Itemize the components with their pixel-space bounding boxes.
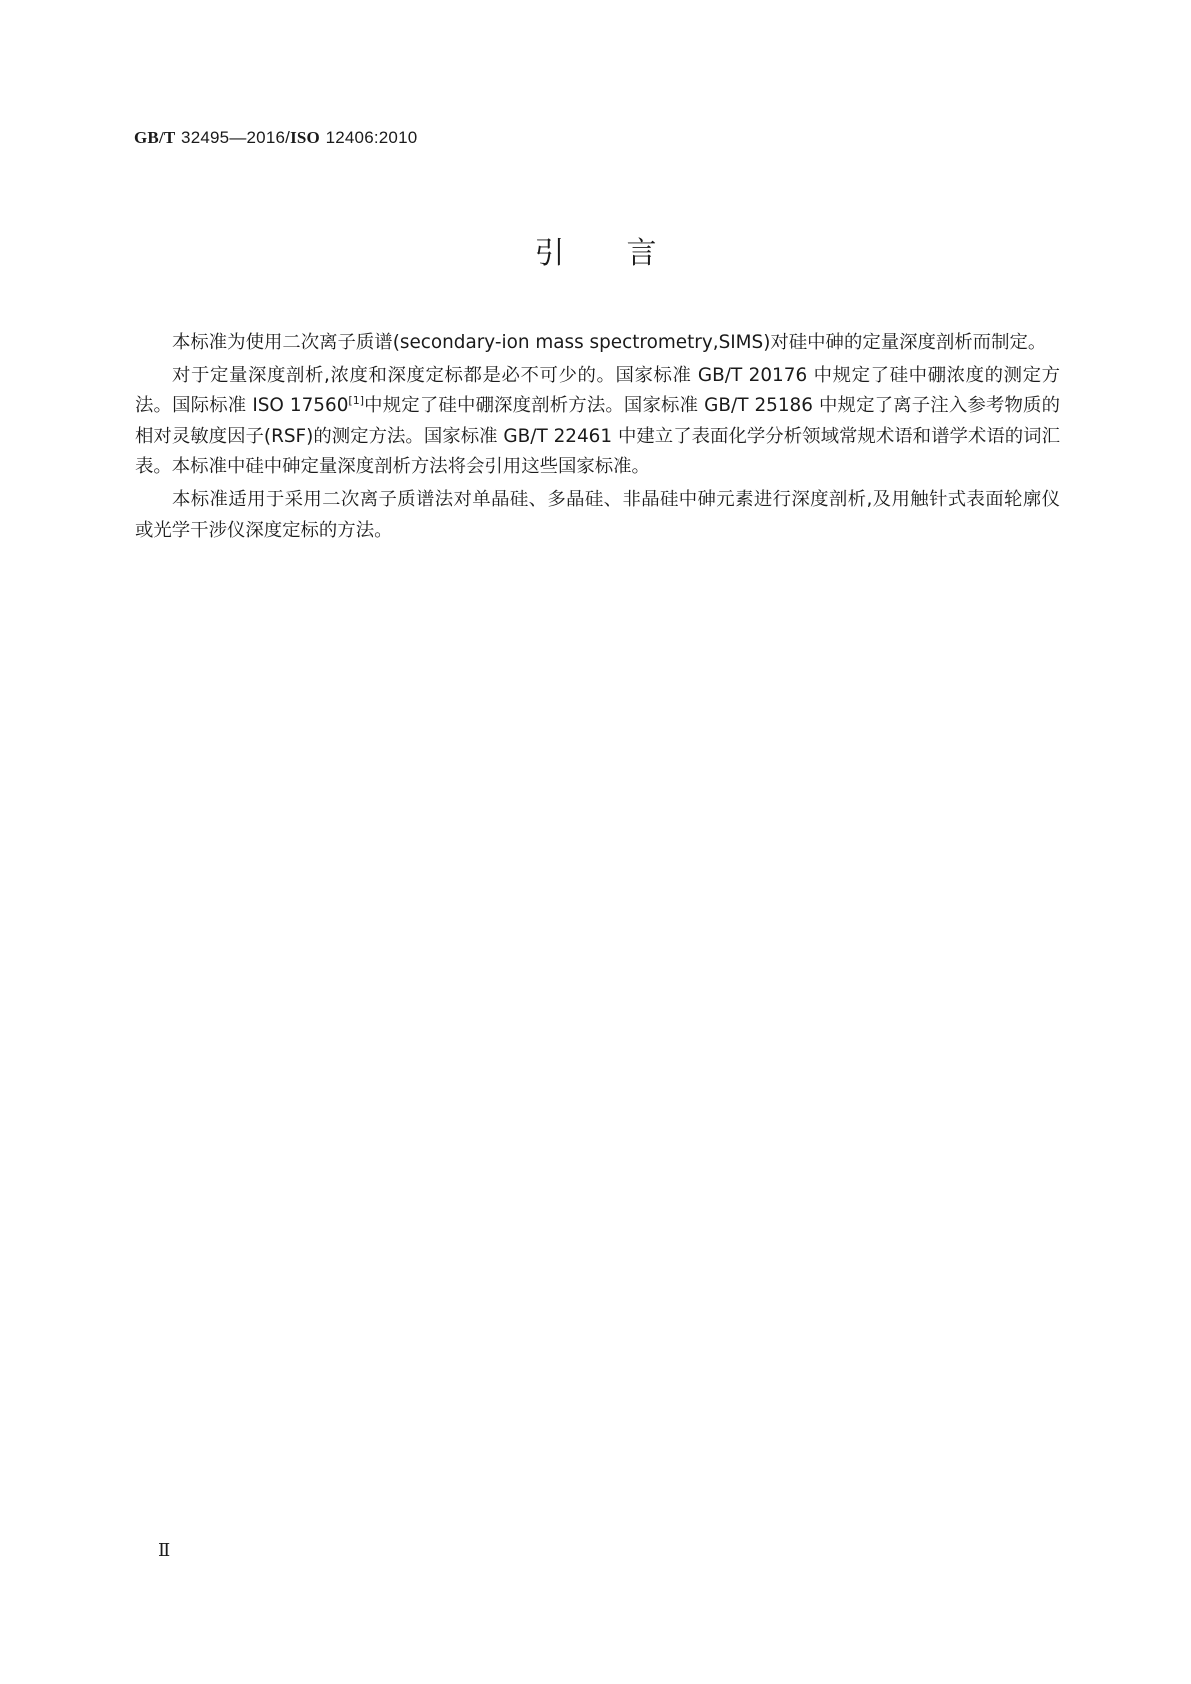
introduction-body — [135, 328, 1060, 548]
paragraph-1: 本标准为使用二次离子质谱(secondary-ion mass spectrometry,SIMS)对硅中砷的定量深度剖析而制定。 — [172, 332, 1047, 353]
standard-number-gbt: 32495—2016/ — [181, 128, 291, 147]
standard-prefix-gbt: GB/T — [134, 128, 176, 147]
page-title-char-2: 言 — [626, 236, 657, 271]
paragraph-2-part-1: 对于定量深度剖析,浓度和深度定标都是必不可少的。国家标准 GB/T 20176 中规定了硅中硼浓度的测定方法。国际标准 ISO 17560 — [135, 364, 1060, 417]
standard-number-iso: 12406:2010 — [325, 128, 418, 147]
standard-prefix-iso: ISO — [290, 128, 320, 147]
page-number: Ⅱ — [158, 1540, 171, 1561]
paragraph-3: 本标准适用于采用二次离子质谱法对单晶硅、多晶硅、非晶硅中砷元素进行深度剖析,及用触针式表面轮廓仪或光学干涉仪深度定标的方法。 — [135, 488, 1060, 541]
paragraph-2-part-2: 中规定了硅中硼深度剖析方法。国家标准 GB/T 25186 中规定了离子注入参考物质的相对灵敏度因子(RSF)的测定方法。国家标准 GB/T 22461 中建立了表面化学分析领域常规术语和谱学术语的词汇表。本标准中硅中砷定量深度剖析方法将会引用这些国家标准。 — [135, 395, 1060, 478]
standard-number-header — [134, 128, 417, 148]
reference-marker: [1] — [348, 394, 365, 408]
paragraph-2 — [135, 361, 1060, 483]
page-title-char-1: 引 — [534, 236, 565, 271]
page-title — [0, 228, 1191, 272]
